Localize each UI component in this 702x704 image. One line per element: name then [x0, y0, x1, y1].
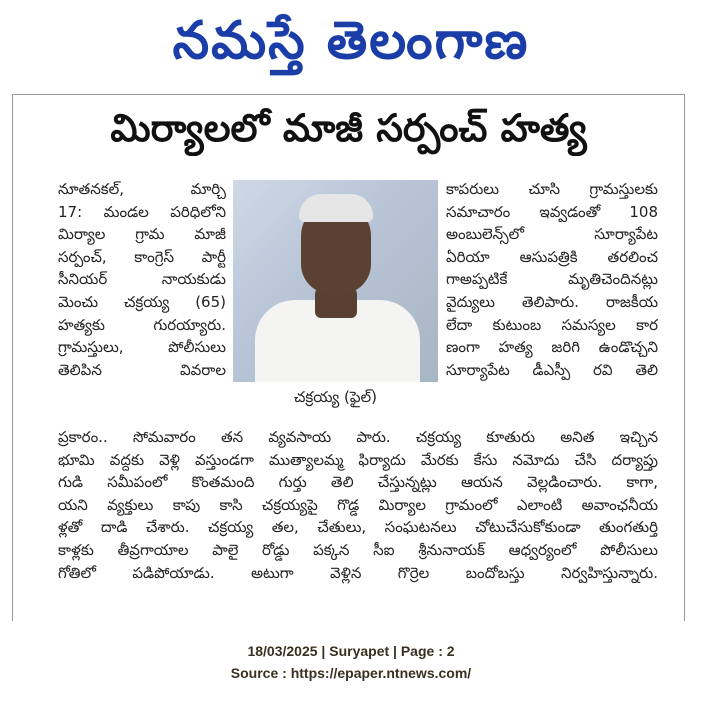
- photo-hair-shape: [299, 194, 373, 222]
- text-line: గోతిలో పడిపోయాడు. అటుగా వెళ్లిన గొర్రెల బందోబస్తు నిర్వహిస్తున్నారు.: [58, 563, 658, 582]
- photo-caption: చక్రయ్య (ఫైల్): [294, 388, 377, 406]
- text-line: ళ్లతో దాడి చేశారు. చక్రయ్య తల, చేతులు, సంఘటనలు చోటుచేసుకోకుండా తుంగతుర్తి: [58, 518, 658, 537]
- text-line: భూమి వద్దకు వెళ్లి వస్తుండగా ముత్యాలమ్మ ఫిర్యాదు మేరకు కేసు నమోదు చేసి దర్యాప్తు: [58, 450, 658, 469]
- full-width-text: [58, 426, 658, 584]
- text-line: లేదా కుటుంబ సమస్యల కార: [446, 315, 658, 334]
- text-line: కాపరులు చూసి గ్రామస్తులకు: [446, 180, 658, 198]
- newspaper-masthead: నమస్తే తెలంగాణ: [172, 11, 530, 71]
- source-line: Source : https://epaper.ntnews.com/: [230, 665, 472, 681]
- page-footer: [0, 640, 702, 684]
- text-line: ణంగా హత్య జరిగి ఉండొచ్చని: [446, 338, 658, 357]
- text-line: హత్యకు గురయ్యారు.: [58, 315, 226, 334]
- left-column-text: [58, 178, 226, 381]
- text-line: సమాచారం ఇవ్వడంతో 108: [446, 202, 658, 221]
- text-line: గాఅప్పటికే మృతిచెందినట్లు: [446, 270, 658, 289]
- text-line: నూతనకల్, మార్చి: [58, 180, 226, 198]
- text-line: సీనియర్ నాయకుడు: [58, 270, 226, 289]
- text-line: ప్రకారం.. సోమవారం తన వ్యవసాయ పారు. చక్రయ్య కూతురు అనిత ఇచ్చిన: [58, 428, 658, 446]
- text-line: గుడి సమీపంలో కొంతమంది గుర్తు తెలి చేస్తున్నట్లు ఆయన వెల్లడించారు. కాగా,: [58, 473, 658, 492]
- text-line: తెలిపిన వివరాల: [58, 360, 226, 379]
- right-column-text: [446, 178, 658, 381]
- text-line: మెంచు చక్రయ్య (65): [58, 292, 226, 311]
- text-line: సూర్యాపేట డీఎస్పీ రవి తెలి: [446, 360, 658, 379]
- text-line: మిర్యాల గ్రామ మాజీ: [58, 225, 226, 244]
- edition-line: 18/03/2025 | Suryapet | Page : 2: [247, 643, 455, 659]
- text-line: కాళ్లకు తీవ్రగాయాల పాలై రోడ్డు పక్కన సీఐ శ్రీనునాయక్ ఆధ్వర్యంలో పోలీసులు: [58, 540, 658, 559]
- article-photo: [233, 180, 438, 382]
- text-line: యని వ్యక్తులు కాపు కాసి చక్రయ్యపై గొడ్డ మిర్యాల గ్రామంలో ఎలాంటి అవాంఛనీయ: [58, 495, 658, 514]
- text-line: సర్పంచ్, కాంగ్రెస్ పార్టీ: [58, 247, 226, 266]
- text-line: వైద్యులు తెలిపారు. రాజకీయ: [446, 292, 658, 311]
- text-line: అంబులెన్స్‌లో సూర్యాపేట: [446, 225, 658, 244]
- text-line: గ్రామస్తులు, పోలీసులు: [58, 338, 226, 357]
- article-headline: మిర్యాలలో మాజీ సర్పంచ్ హత్య: [110, 106, 587, 150]
- text-line: 17: మండల పరిధిలోని: [58, 202, 226, 221]
- text-line: ఏరియా ఆసుపత్రికి తరలించ: [446, 247, 658, 266]
